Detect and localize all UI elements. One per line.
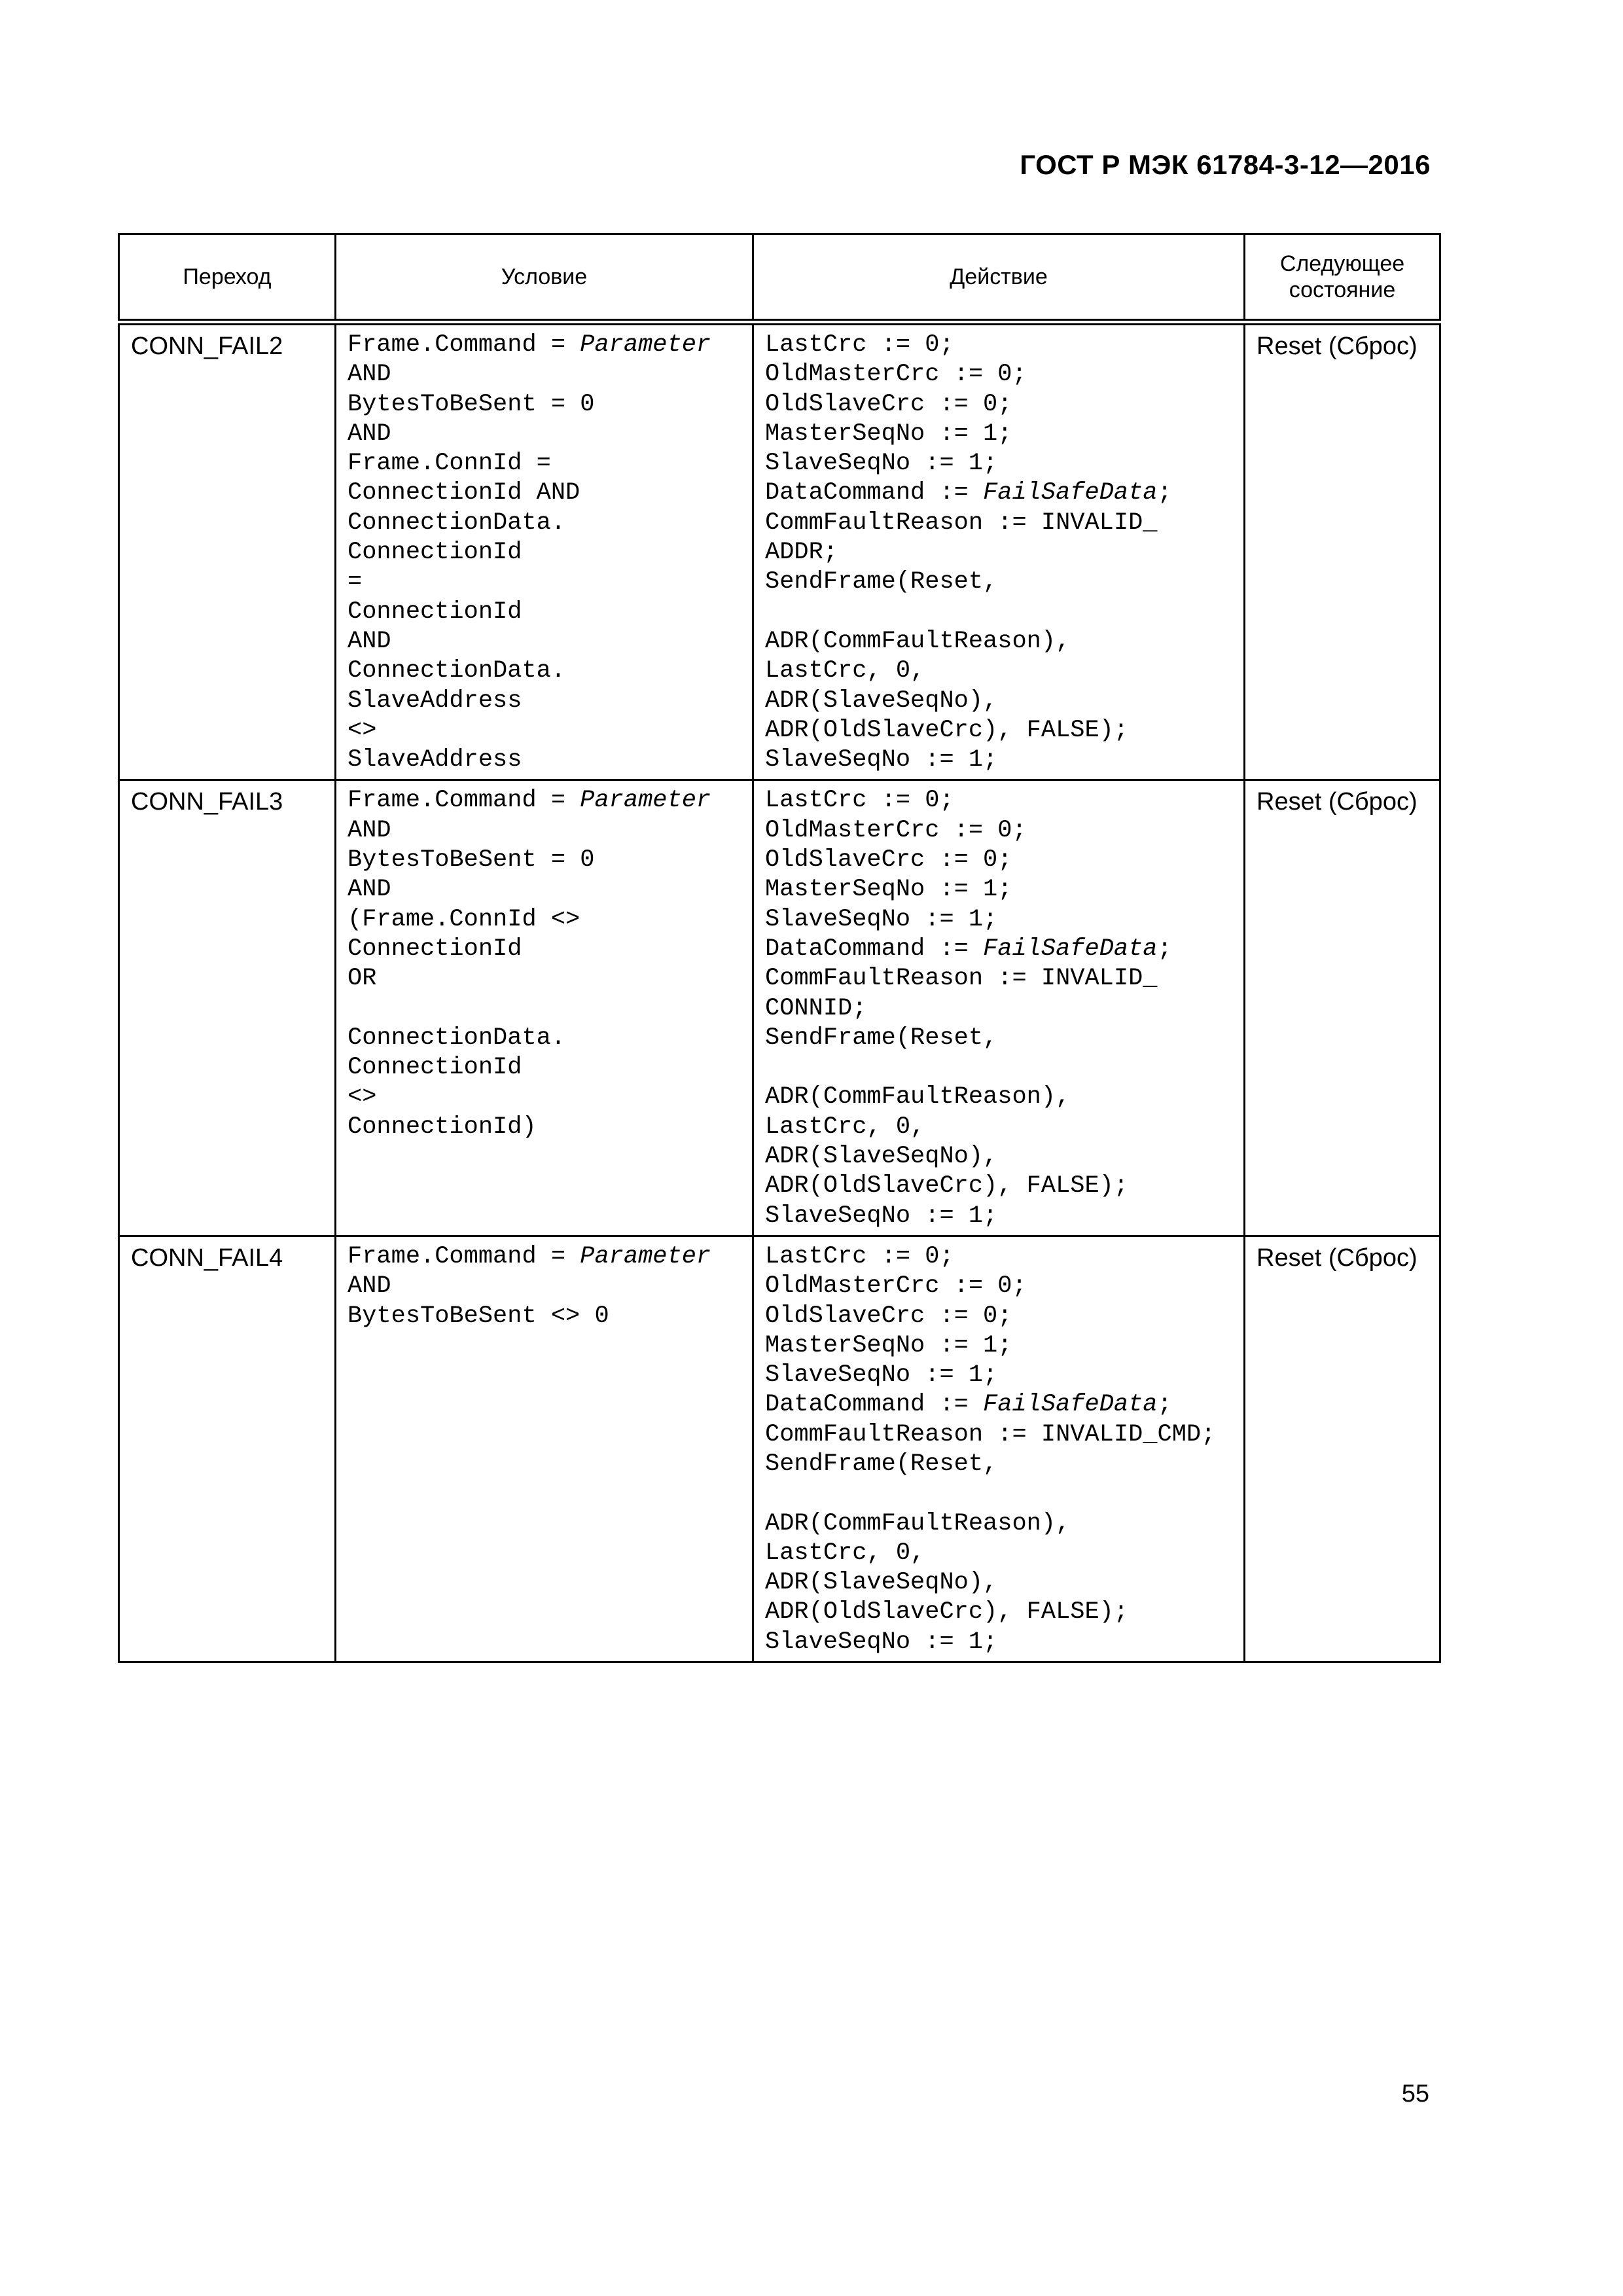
document-header: ГОСТ Р МЭК 61784-3-12—2016 [1020, 149, 1431, 180]
cell-condition [336, 322, 753, 780]
code-line [765, 1053, 1237, 1083]
code-line: ConnectionId) [348, 1113, 537, 1141]
code-line: ADR(CommFaultReason), [765, 627, 1071, 655]
code-line: AND [348, 627, 391, 655]
table-header-row [119, 234, 1440, 323]
code-line: SlaveSeqNo := 1; [765, 1628, 998, 1656]
code-line: (Frame.ConnId <> [348, 905, 580, 933]
cell-action [753, 1236, 1245, 1662]
code-line: LastCrc := 0; [765, 787, 954, 815]
code-line: ConnectionData. [348, 509, 566, 537]
code-line: BytesToBeSent = 0 [348, 390, 595, 418]
code-line: = [348, 568, 363, 596]
page-number: 55 [1401, 2080, 1429, 2108]
code-line: DataCommand := FailSafeData; [765, 479, 1172, 507]
code-line: ConnectionId [348, 598, 522, 626]
code-line: ConnectionId [348, 539, 522, 567]
code-line [765, 598, 1237, 627]
code-line: Frame.Command = Parameter [348, 787, 711, 815]
code-line: AND [348, 876, 391, 904]
code-line: ADDR; [765, 539, 838, 567]
code-line: <> [348, 1083, 377, 1111]
code-line: BytesToBeSent <> 0 [348, 1302, 609, 1330]
code-line: AND [348, 420, 391, 448]
code-line: MasterSeqNo := 1; [765, 876, 1012, 904]
code-line: SlaveSeqNo := 1; [765, 746, 998, 774]
code-line: DataCommand := FailSafeData; [765, 935, 1172, 963]
code-line: SendFrame(Reset, [765, 568, 998, 596]
cell-action [753, 322, 1245, 780]
code-line: SlaveSeqNo := 1; [765, 450, 998, 478]
code-line: LastCrc := 0; [765, 1242, 954, 1270]
code-line: OldSlaveCrc := 0; [765, 1302, 1012, 1330]
code-line: ConnectionId AND [348, 479, 580, 507]
code-line: ADR(SlaveSeqNo), [765, 687, 998, 715]
code-line: SlaveAddress [348, 687, 522, 715]
table-row [119, 322, 1440, 780]
code-line: ADR(SlaveSeqNo), [765, 1569, 998, 1597]
code-line [765, 1479, 1237, 1509]
code-line: OR [348, 965, 377, 993]
code-line: BytesToBeSent = 0 [348, 846, 595, 874]
code-line: OldMasterCrc := 0; [765, 816, 1027, 844]
code-line: Frame.ConnId = [348, 450, 551, 478]
code-line: Frame.Command = Parameter [348, 1242, 711, 1270]
code-line: LastCrc, 0, [765, 657, 925, 685]
code-line: SlaveAddress [348, 746, 522, 774]
cell-transition: CONN_FAIL2 [119, 322, 336, 780]
code-line: OldSlaveCrc := 0; [765, 846, 1012, 874]
cell-action [753, 780, 1245, 1236]
code-line: DataCommand := FailSafeData; [765, 1391, 1172, 1419]
code-line [348, 994, 745, 1024]
code-line: ConnectionId [348, 1054, 522, 1082]
code-line: ADR(OldSlaveCrc), FALSE); [765, 1172, 1129, 1200]
code-line: LastCrc := 0; [765, 331, 954, 359]
code-line: MasterSeqNo := 1; [765, 1331, 1012, 1359]
code-line: LastCrc, 0, [765, 1113, 925, 1141]
column-header-condition: Условие [336, 234, 753, 323]
code-line: CommFaultReason := INVALID_ [765, 509, 1158, 537]
code-line: SlaveSeqNo := 1; [765, 905, 998, 933]
code-line: AND [348, 816, 391, 844]
column-header-action: Действие [753, 234, 1245, 323]
code-line: CommFaultReason := INVALID_CMD; [765, 1420, 1216, 1448]
table-row [119, 1236, 1440, 1662]
cell-next-state: Reset (Сброс) [1245, 322, 1440, 780]
table-row [119, 780, 1440, 1236]
code-line: OldMasterCrc := 0; [765, 361, 1027, 389]
code-line: ConnectionData. [348, 1024, 566, 1052]
cell-transition: CONN_FAIL3 [119, 780, 336, 1236]
cell-condition [336, 780, 753, 1236]
code-line: ADR(CommFaultReason), [765, 1509, 1071, 1537]
code-line: ConnectionData. [348, 657, 566, 685]
code-line: ADR(SlaveSeqNo), [765, 1143, 998, 1171]
code-line: SlaveSeqNo := 1; [765, 1202, 998, 1230]
code-line: ADR(OldSlaveCrc), FALSE); [765, 716, 1129, 744]
column-header-transition: Переход [119, 234, 336, 323]
code-line: Frame.Command = Parameter [348, 331, 711, 359]
code-line: ADR(OldSlaveCrc), FALSE); [765, 1598, 1129, 1626]
code-line: ConnectionId [348, 935, 522, 963]
code-line: <> [348, 716, 377, 744]
cell-next-state: Reset (Сброс) [1245, 780, 1440, 1236]
code-line: SlaveSeqNo := 1; [765, 1361, 998, 1390]
code-line: SendFrame(Reset, [765, 1024, 998, 1052]
code-line: OldMasterCrc := 0; [765, 1272, 1027, 1300]
code-line: SendFrame(Reset, [765, 1450, 998, 1478]
state-transition-table [118, 233, 1441, 1663]
code-line: OldSlaveCrc := 0; [765, 390, 1012, 418]
cell-condition [336, 1236, 753, 1662]
code-line: AND [348, 1272, 391, 1300]
code-line: ADR(CommFaultReason), [765, 1083, 1071, 1111]
code-line: LastCrc, 0, [765, 1539, 925, 1567]
cell-next-state: Reset (Сброс) [1245, 1236, 1440, 1662]
cell-transition: CONN_FAIL4 [119, 1236, 336, 1662]
code-line: CONNID; [765, 994, 867, 1022]
code-line: CommFaultReason := INVALID_ [765, 965, 1158, 993]
code-line: AND [348, 361, 391, 389]
column-header-next-state: Следующее состояние [1245, 234, 1440, 323]
code-line: MasterSeqNo := 1; [765, 420, 1012, 448]
